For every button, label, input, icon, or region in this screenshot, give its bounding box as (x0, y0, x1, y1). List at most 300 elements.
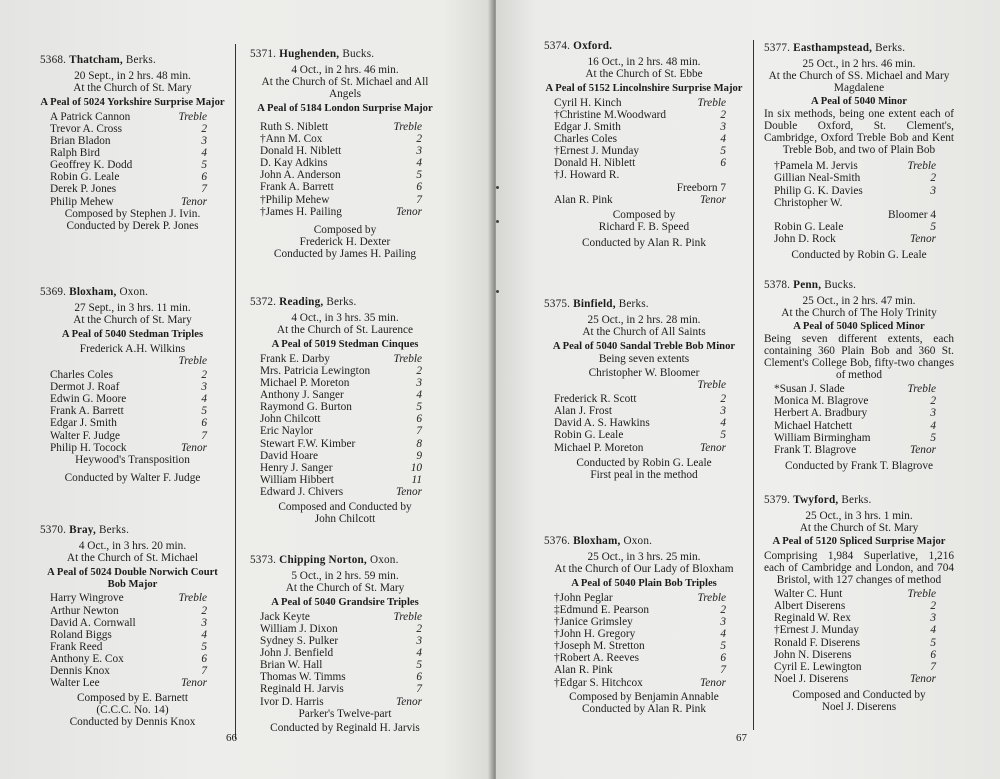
ringer-row (544, 169, 744, 181)
ringer-name: †Pamela M. Jervis (774, 160, 858, 173)
bell-position: Tenor (700, 441, 726, 454)
ringer-row (764, 407, 954, 419)
entry-peal: A Peal of 5120 Spliced Surprise Major (772, 536, 946, 548)
ringer-name: Philip H. Tocock (50, 441, 127, 454)
bell-position: 5 (930, 636, 936, 649)
bell-position: 2 (201, 369, 207, 382)
entry-note: John Chilcott (314, 513, 376, 526)
ringer-continuation: Freeborn 7 (676, 181, 726, 194)
ringer-row (764, 432, 954, 444)
entry-church: At the Church of St. Mary (799, 522, 919, 535)
page-number-right: 67 (736, 732, 747, 744)
ringer-row (764, 383, 954, 395)
entry-church: At the Church of The Holy Trinity (781, 307, 937, 320)
bell-position: 4 (416, 389, 422, 402)
ringer-name: Walter F. Judge (50, 429, 121, 442)
left-page (0, 0, 492, 779)
entry-peal: A Peal of 5024 Yorkshire Surprise Major (40, 97, 225, 109)
ringer-row (40, 629, 225, 641)
bell-position: Treble (907, 383, 936, 396)
ringer-list (544, 97, 744, 182)
entry-5375 (544, 298, 744, 481)
bell-position: 4 (930, 419, 936, 432)
entry-5369 (40, 286, 225, 484)
ringer-row (764, 197, 954, 209)
entry-subtitle: Being seven extents (598, 352, 690, 365)
entry-peal: A Peal of 5184 London Surprise Major (257, 103, 433, 115)
ringer-row (40, 147, 225, 159)
column-rule (235, 44, 236, 739)
ringer-row (250, 450, 440, 462)
ringer-row (250, 486, 440, 498)
entry-date: 5 Oct., in 2 hrs. 59 min. (291, 570, 399, 583)
ringer-name: Charles Coles (554, 133, 618, 146)
bell-position: 5 (201, 159, 207, 172)
ringer-name: Gillian Neal-Smith (774, 172, 861, 185)
ringer-name: Christopher W. Bloomer (588, 366, 700, 379)
ringer-name: Derek P. Jones (50, 183, 117, 196)
ringer-name: Noel J. Diserens (774, 672, 849, 685)
bell-position: 3 (720, 121, 726, 134)
ringer-list (250, 121, 440, 218)
bell-position: Treble (178, 592, 207, 605)
bell-position: 7 (416, 683, 422, 696)
ringer-row (40, 111, 225, 123)
ringer-row (544, 121, 744, 133)
bell-position: 5 (416, 169, 422, 182)
ringer-row (764, 637, 954, 649)
bell-position: 9 (416, 449, 422, 462)
bell-position: 7 (201, 183, 207, 196)
bell-position: 6 (720, 157, 726, 170)
bell-position: 2 (720, 108, 726, 121)
ringer-name: †Robert A. Reeves (554, 652, 640, 665)
ringer-list (764, 160, 954, 208)
ringer-row (40, 393, 225, 405)
entry-5377 (764, 42, 954, 261)
entry-note: Conducted by Frank T. Blagrove (785, 459, 933, 472)
ringer-name: Brian W. Hall (260, 659, 323, 672)
ringer-name: Robin G. Leale (774, 220, 844, 233)
ringer-name: Frederick R. Scott (554, 393, 637, 406)
ringer-row (544, 157, 744, 169)
ringer-row (40, 641, 225, 653)
entry-date: 25 Oct., in 3 hrs. 1 min. (805, 510, 913, 523)
ringer-row (764, 624, 954, 636)
ringer-row (764, 221, 954, 233)
bell-position: Tenor (181, 195, 207, 208)
entry-5371 (250, 48, 440, 260)
bell-position: 11 (411, 473, 422, 486)
bell-position: 5 (416, 401, 422, 414)
ringer-name: Edgar J. Smith (554, 121, 621, 134)
entry-church: At the Church of St. Mary (285, 582, 405, 595)
entry-note: Composed and Conducted by (792, 688, 926, 701)
ringer-row (250, 145, 440, 157)
ringer-name: Eric Naylor (260, 425, 314, 438)
bell-position: Tenor (910, 232, 936, 245)
ringer-name: Frank T. Blagrove (774, 443, 857, 456)
entry-note: (C.C.C. No. 14) (96, 704, 169, 717)
ringer-name: †Philip Mehew (260, 193, 330, 206)
ringer-list (764, 383, 954, 456)
bell-position: Treble (178, 110, 207, 123)
bell-position: 8 (416, 437, 422, 450)
bell-position: 2 (416, 133, 422, 146)
entry-note: Conducted by Robin G. Leale (791, 249, 927, 261)
bell-position: 4 (201, 393, 207, 406)
bell-position: 2 (930, 395, 936, 408)
bell-position: 3 (930, 184, 936, 197)
ringer-name: Donald H. Niblett (260, 145, 342, 158)
entry-5379 (764, 494, 954, 713)
ringer-list (40, 592, 225, 689)
entry-date: 4 Oct., in 3 hrs. 35 min. (291, 312, 399, 325)
ringer-row (250, 413, 440, 425)
entry-note: Conducted by Alan R. Pink (582, 236, 706, 249)
ringer-name: Philip Mehew (50, 195, 114, 208)
entry-note: Conducted by James H. Pailing (273, 247, 417, 260)
ringer-row (250, 181, 440, 193)
bell-position: Treble (393, 610, 422, 623)
entry-note: Noel J. Diserens (821, 701, 897, 713)
bell-position: 6 (720, 652, 726, 665)
ringer-row (40, 369, 225, 381)
bell-position: 4 (416, 157, 422, 170)
entry-heading: 5379. Twyford, Berks. (764, 494, 872, 506)
ringer-row (250, 401, 440, 413)
ringer-row (544, 97, 744, 109)
entry-heading: 5376. Bloxham, Oxon. (544, 535, 653, 547)
bell-position: 3 (416, 377, 422, 390)
ringer-name: Alan J. Frost (554, 405, 613, 418)
entry-church: At the Church of All Saints (582, 326, 706, 339)
ringer-name: †Christine M.Woodward (554, 108, 667, 121)
entry-note: Composed by (612, 208, 676, 221)
ringer-row (764, 600, 954, 612)
ringer-row: Alan R. Pink Tenor (554, 193, 726, 206)
ringer-row (40, 183, 225, 195)
ringer-name: John Chilcott (260, 413, 321, 426)
ringer-name: †John Peglar (554, 591, 613, 604)
ringer-name: John J. Benfield (260, 647, 334, 660)
bell-position: 5 (720, 640, 726, 653)
page-number-left: 66 (226, 732, 237, 744)
ringer-name: Alan R. Pink (554, 664, 613, 677)
entry-note: Composed by Stephen J. Ivin. (64, 207, 201, 220)
entry-heading: 5374. Oxford. (544, 40, 613, 52)
ringer-row (764, 160, 954, 172)
entry-heading: 5370. Bray, Berks. (40, 524, 130, 536)
ringer-row (544, 417, 744, 429)
ringer-name: Ruth S. Niblett (260, 120, 329, 133)
ringer-name: Dermot J. Roaf (50, 381, 120, 394)
binding-mark (496, 186, 499, 189)
ringer-list (40, 111, 225, 208)
ringer-name: Frank A. Barrett (260, 181, 334, 194)
ringer-row (544, 145, 744, 157)
entry-description: Comprising 1,984 Superlative, 1,216 each of Cambridge and London, and 704 Bristol, with 127 changes of method (764, 549, 954, 587)
bell-position: 2 (201, 122, 207, 135)
ringer-list (40, 369, 225, 454)
ringer-row (250, 438, 440, 450)
ringer-row (250, 611, 440, 623)
ringer-name: Frank A. Barrett (50, 405, 124, 418)
binding-mark (496, 290, 499, 293)
bell-position: Tenor (181, 677, 207, 690)
entry-peal: A Peal of 5152 Lincolnshire Surprise Major (545, 83, 743, 95)
ringer-row (40, 592, 225, 604)
ringer-name: Christopher W. (774, 196, 843, 209)
ringer-name: A Patrick Cannon (50, 110, 131, 123)
ringer-row (764, 172, 954, 184)
ringer-name: Michael Hatchett (774, 419, 853, 432)
entry-church: At the Church of St. Michael (66, 552, 199, 565)
ringer-row (40, 405, 225, 417)
ringer-list (250, 353, 440, 498)
ringer-row (250, 474, 440, 486)
bell-position: Tenor (396, 485, 422, 498)
ringer-row (544, 109, 744, 121)
bell-position: 6 (416, 671, 422, 684)
ringer-row (40, 677, 225, 689)
ringer-name: Donald H. Niblett (554, 157, 636, 170)
ringer-row (40, 430, 225, 442)
entry-description: Being seven different extents, each containing 360 Plain Bob and 360 St. Clement's College Bob, fifty-two changes of method (764, 332, 954, 382)
ringer-row (40, 123, 225, 135)
ringer-name: †Ernest J. Munday (774, 624, 860, 637)
entry-5372 (250, 296, 440, 525)
entry-5373 (250, 554, 440, 734)
ringer-name: Robin G. Leale (554, 429, 624, 442)
ringer-name: John N. Diserens (774, 648, 852, 661)
ringer-name: Arthur Newton (50, 604, 119, 617)
entry-peal: A Peal of 5040 Minor (811, 96, 907, 108)
bell-position: 4 (930, 624, 936, 637)
ringer-row (544, 652, 744, 664)
ringer-row (40, 381, 225, 393)
ringer-name: *Susan J. Slade (774, 383, 845, 396)
ringer-row (544, 592, 744, 604)
entry-peal: A Peal of 5040 Grandsire Triples (271, 597, 419, 609)
ringer-name: Robin G. Leale (50, 171, 120, 184)
bell-position: 7 (201, 665, 207, 678)
bell-position: 7 (930, 660, 936, 673)
bell-position: Tenor (181, 441, 207, 454)
entry-5378 (764, 279, 954, 472)
bell-position: 3 (930, 612, 936, 625)
bell-position: Treble (393, 120, 422, 133)
ringer-row (40, 605, 225, 617)
bell-position: 5 (930, 220, 936, 233)
entry-date: 25 Oct., in 3 hrs. 25 min. (587, 551, 701, 564)
ringer-name: Ralph Bird (50, 147, 100, 160)
ringer-name: Cyril E. Lewington (774, 660, 862, 673)
ringer-name: Edwin G. Moore (50, 393, 127, 406)
ringer-row (250, 389, 440, 401)
ringer-name: Walter Lee (50, 677, 100, 690)
ringer-row (250, 365, 440, 377)
bell-position: 5 (416, 659, 422, 672)
entry-heading: 5371. Hughenden, Bucks. (250, 48, 375, 60)
entry-note: Composed and Conducted by (278, 501, 412, 513)
ringer-name: Stewart F.W. Kimber (260, 437, 356, 450)
ringer-row (250, 157, 440, 169)
entry-date: 16 Oct., in 2 hrs. 48 min. (587, 56, 701, 69)
bell-position: 2 (930, 172, 936, 185)
ringer-row (250, 169, 440, 181)
entry-church: At the Church of St. Mary (73, 314, 192, 327)
ringer-row (250, 353, 440, 365)
ringer-row (764, 420, 954, 432)
bell-position: 3 (416, 145, 422, 158)
ringer-name: David A. S. Hawkins (554, 417, 650, 430)
entry-5370 (40, 524, 225, 729)
ringer-row (544, 429, 744, 441)
ringer-name: Cyril H. Kinch (554, 96, 622, 109)
bell-position: 7 (201, 429, 207, 442)
entry-note: Frederick H. Dexter (299, 235, 391, 248)
ringer-row (40, 171, 225, 183)
ringer-name: Trevor A. Cross (50, 122, 123, 135)
ringer-row (764, 649, 954, 661)
bell-position: 6 (930, 648, 936, 661)
bell-position: 10 (410, 461, 422, 474)
entry-church: At the Church of Our Lady of Bloxham (554, 563, 734, 576)
ringer-row (544, 677, 744, 689)
ringer-row (544, 604, 744, 616)
entry-description: In six methods, being one extent each of Double Oxford, St. Clement's, Cambridge, Oxford Treble Bob and Kent Treble Bob, and two of Plain Bob (764, 107, 954, 157)
ringer-name: Reginald W. Rex (774, 612, 851, 625)
ringer-row (764, 588, 954, 600)
ringer-row (250, 683, 440, 695)
ringer-list (764, 221, 954, 245)
ringer-name: Frank E. Darby (260, 352, 330, 365)
ringer-role: Treble (178, 354, 207, 367)
ringer-row (40, 653, 225, 665)
ringer-row (250, 194, 440, 206)
ringer-name: Albert Diserens (774, 600, 846, 613)
entry-note: Conducted by Walter F. Judge (64, 471, 201, 484)
bell-position: 4 (201, 147, 207, 160)
entry-peal: A Peal of 5040 Sandal Treble Bob Minor (552, 341, 736, 353)
column-rule (753, 40, 754, 730)
bell-position: Treble (697, 591, 726, 604)
entry-date: 27 Sept., in 3 hrs. 11 min. (74, 302, 191, 315)
bell-position: 2 (416, 622, 422, 635)
entry-church: At the Church of St. Michael and All Angels (261, 76, 429, 101)
ringer-row (250, 206, 440, 218)
ringer-name: Herbert A. Bradbury (774, 407, 868, 420)
ringer-name: Frank Reed (50, 640, 103, 653)
bell-position: 3 (201, 381, 207, 394)
ringer-name: †Ernest J. Munday (554, 145, 640, 158)
entry-note: Conducted by Dennis Knox (69, 716, 196, 729)
entry-heading: 5368. Thatcham, Berks. (40, 54, 156, 66)
right-page (496, 0, 1000, 779)
ringer-row (40, 135, 225, 147)
ringer-name: Walter C. Hunt (774, 588, 843, 601)
ringer-row (544, 133, 744, 145)
ringer-list (764, 588, 954, 685)
bell-position: 6 (201, 171, 207, 184)
ringer-row (544, 640, 744, 652)
entry-peal: A Peal of 5040 Stedman Triples (61, 329, 204, 341)
ringer-row (764, 185, 954, 197)
ringer-row (250, 659, 440, 671)
ringer-name: †Ann M. Cox (260, 133, 323, 146)
entry-note: Composed by Benjamin Annable (569, 690, 719, 703)
bell-position: 2 (201, 604, 207, 617)
ringer-name: Sydney S. Pulker (260, 635, 339, 648)
bell-position: 3 (201, 616, 207, 629)
bell-position: 4 (201, 628, 207, 641)
entry-church: At the Church of St. Mary (73, 82, 192, 95)
entry-note: First peal in the method (590, 468, 698, 481)
entry-heading: 5375. Binfield, Berks. (544, 298, 649, 310)
entry-date: 4 Oct., in 2 hrs. 46 min. (291, 64, 399, 77)
entry-heading: 5369. Bloxham, Oxon. (40, 286, 149, 298)
ringer-name: John A. Anderson (260, 169, 341, 182)
ringer-row (250, 133, 440, 145)
bell-position: 4 (720, 417, 726, 430)
entry-note: Composed by (313, 223, 377, 236)
ringer-name: †Edgar S. Hitchcox (554, 676, 643, 689)
bell-position: 3 (720, 616, 726, 629)
ringer-name: Charles Coles (50, 369, 114, 382)
ringer-name: Monica M. Blagrove (774, 395, 869, 408)
entry-heading: 5372. Reading, Berks. (250, 296, 357, 308)
entry-note: Parker's Twelve-part (298, 707, 392, 720)
ringer-row (764, 444, 954, 456)
ringer-name: †James H. Pailing (260, 205, 342, 218)
ringer-name: Geoffrey K. Dodd (50, 159, 133, 172)
ringer-name: Anthony E. Cox (50, 652, 124, 665)
entry-peal: A Peal of 5040 Plain Bob Triples (571, 578, 717, 590)
bell-position: 2 (720, 393, 726, 406)
ringer-row (250, 623, 440, 635)
ringer-list (544, 393, 744, 453)
ringer-row (544, 393, 744, 405)
entry-peal: A Peal of 5024 Double Norwich Court Bob Major (47, 567, 218, 590)
entry-note: Composed by E. Barnett (76, 692, 189, 705)
entry-heading: 5373. Chipping Norton, Oxon. (250, 554, 399, 566)
ringer-name: Harry Wingrove (50, 592, 124, 605)
ringer-name: Raymond G. Burton (260, 401, 352, 414)
ringer-name: Ivor D. Harris (260, 695, 324, 708)
entry-note: Conducted by Robin G. Leale (576, 456, 712, 469)
bell-position: 2 (720, 603, 726, 616)
entry-date: 20 Sept., in 2 hrs. 48 min. (74, 70, 191, 83)
bell-position: 3 (201, 135, 207, 148)
entry-heading: 5378. Penn, Bucks. (764, 279, 857, 291)
entry-heading: 5377. Easthampstead, Berks. (764, 42, 906, 54)
ringer-name: David A. Cornwall (50, 616, 136, 629)
bell-position: Treble (393, 352, 422, 365)
bell-position: 5 (930, 431, 936, 444)
ringer-list (544, 592, 744, 689)
bell-position: Treble (907, 588, 936, 601)
bell-position: 2 (416, 364, 422, 377)
bell-position: 7 (720, 664, 726, 677)
entry-date: 4 Oct., in 3 hrs. 20 min. (78, 540, 187, 553)
ringer-row (250, 121, 440, 133)
ringer-row (250, 377, 440, 389)
bell-position: Tenor (910, 672, 936, 685)
ringer-name: Michael P. Moreton (554, 441, 644, 454)
bell-position: 4 (720, 628, 726, 641)
bell-position: 3 (416, 635, 422, 648)
